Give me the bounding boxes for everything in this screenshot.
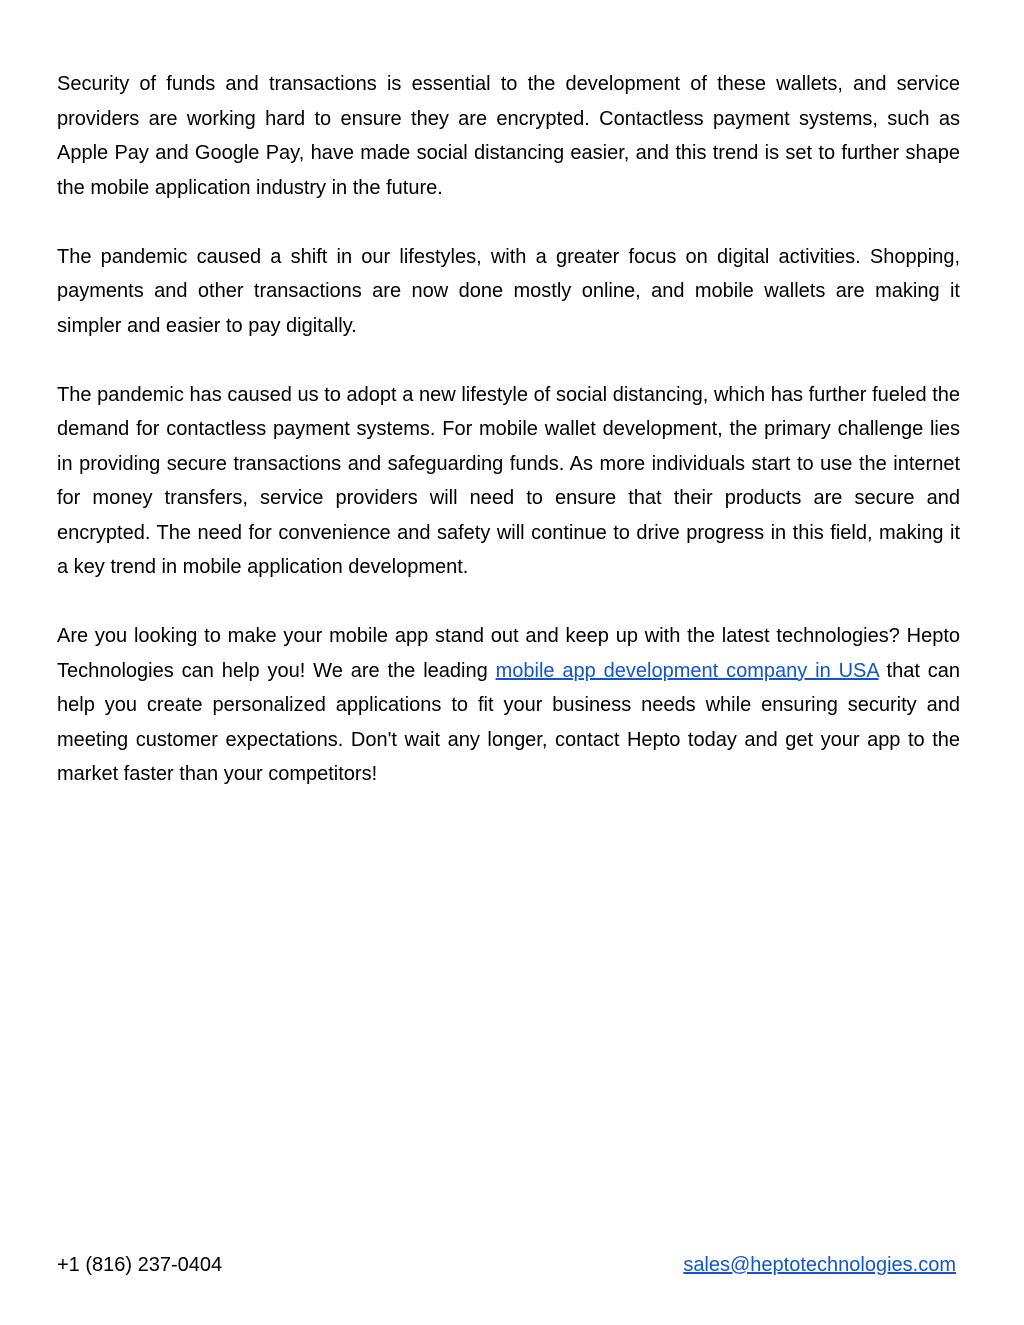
document-body <box>57 67 960 826</box>
cta-text-before-link: Are you looking to make your mobile app stand out and keep up with the latest technologies? Hepto Technologies can help you! We are the leading <box>57 625 960 682</box>
paragraph-call-to-action <box>57 619 960 792</box>
paragraph-pandemic-shift: The pandemic caused a shift in our lifestyles, with a greater focus on digital activities. Shopping, payments and other transactions are now done mostly online, and mobile wallets are making it simpler and easier to pay digitally. <box>57 245 960 337</box>
cta-text-after-link: that can help you create personalized applications to fit your business needs while ensuring security and meeting customer expectations. Don't wait any longer, contact Hepto today and get your app to the market faster than your competitors! <box>57 659 961 785</box>
footer-email-link[interactable]: sales@heptotechnologies.com <box>683 1254 956 1276</box>
footer-phone: +1 (816) 237-0404 <box>57 1254 223 1276</box>
mobile-app-development-link[interactable]: mobile app development company in USA <box>495 659 879 682</box>
paragraph-contactless-demand: The pandemic has caused us to adopt a new lifestyle of social distancing, which has further fueled the demand for contactless payment systems. For mobile wallet development, the primary challenge lies in providing secure transactions and safeguarding funds. As more individuals start to use the internet for money transfers, service providers will need to ensure that their products are secure and encrypted. The need for convenience and safety will continue to drive progress in this field, making it a key trend in mobile application development. <box>57 383 960 578</box>
paragraph-security: Security of funds and transactions is essential to the development of these wallets, and service providers are working hard to ensure they are encrypted. Contactless payment systems, such as Apple Pay and Google Pay, have made social distancing easier, and this trend is set to further shape the mobile application industry in the future. <box>57 73 960 199</box>
